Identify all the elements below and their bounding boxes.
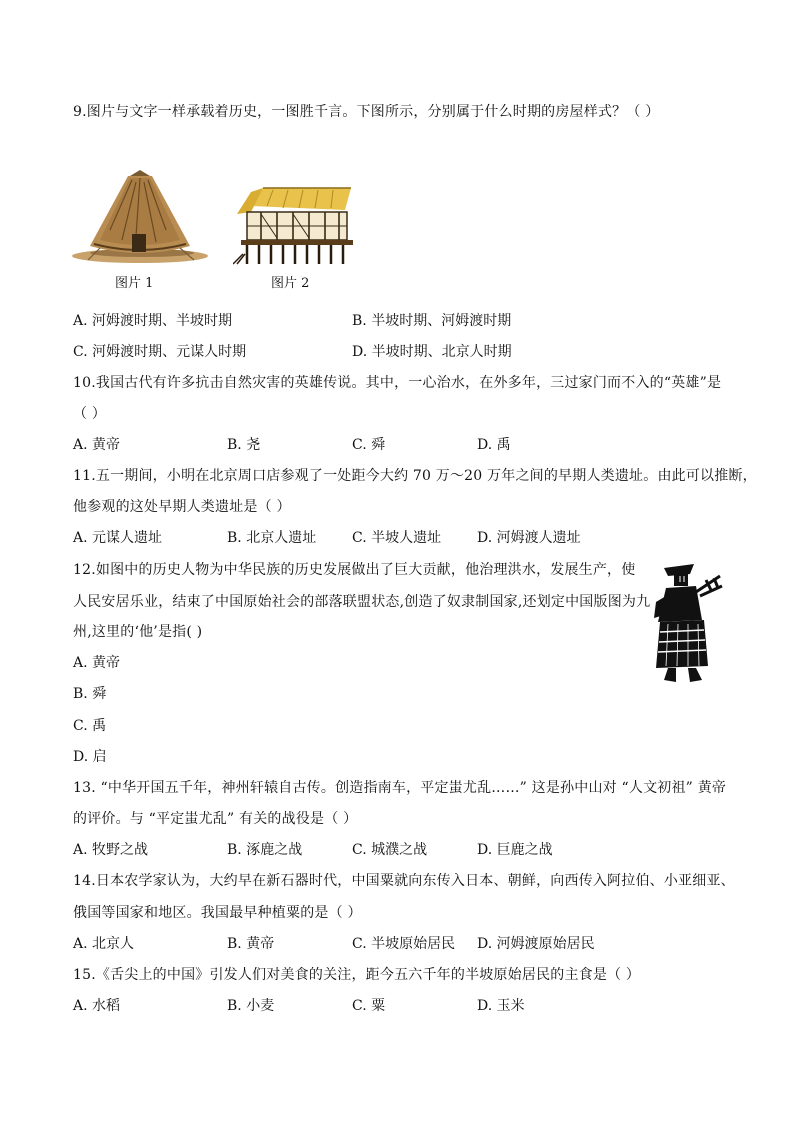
q14-stem-line-2: 俄国等国家和地区。我国最早种植粟的是（ ）	[73, 905, 362, 921]
q9-option-c: C. 河姆渡时期、元谋人时期	[73, 344, 247, 360]
q14-option-c: C. 半坡原始居民	[352, 936, 456, 952]
q9-option-d: D. 半坡时期、北京人时期	[352, 344, 512, 360]
round-thatched-hut-image	[70, 170, 210, 268]
q10-option-d: D. 禹	[477, 437, 511, 453]
q14-option-a: A. 北京人	[73, 936, 135, 952]
q9-option-a: A. 河姆渡时期、半坡时期	[73, 313, 233, 329]
q9-stem: 9.图片与文字一样承载着历史，一图胜千言。下图所示，分别属于什么时期的房屋样式？（ ）	[73, 104, 660, 120]
q10-option-c: C. 舜	[352, 437, 386, 453]
q13-option-b: B. 涿鹿之战	[227, 842, 303, 858]
q15-stem: 15.《舌尖上的中国》引发人们对美食的关注，距今五六千年的半坡原始居民的主食是（ ）	[73, 967, 641, 983]
q13-option-a: A. 牧野之战	[73, 842, 149, 858]
q14-option-b: B. 黄帝	[227, 936, 275, 952]
q12-option-b: B. 舜	[73, 686, 107, 702]
q11-option-b: B. 北京人遗址	[227, 530, 317, 546]
q12-option-a: A. 黄帝	[73, 655, 121, 671]
q12-option-d: D. 启	[73, 749, 107, 765]
q13-option-d: D. 巨鹿之战	[477, 842, 553, 858]
q12-option-c: C. 禹	[73, 718, 107, 734]
yu-the-great-figure	[650, 562, 724, 686]
caption-picture-1: 图片 1	[115, 276, 154, 291]
q12-stem-line-2: 人民安居乐业，结束了中国原始社会的部落联盟状态,创造了奴隶制国家,还划定中国版图为九	[73, 594, 651, 610]
q11-option-d: D. 河姆渡人遗址	[477, 530, 581, 546]
q13-stem-line-1: 13. “中华开国五千年，神州轩辕自古传。创造指南车，平定蚩尤乱……” 这是孙中山对 “人文初祖” 黄帝	[73, 780, 727, 796]
q10-option-b: B. 尧	[227, 437, 261, 453]
q11-option-c: C. 半坡人遗址	[352, 530, 442, 546]
q10-stem-line-1: 10.我国古代有许多抗击自然灾害的英雄传说。其中，一心治水，在外多年，三过家门而不入的“英雄”是	[73, 375, 722, 391]
q10-option-a: A. 黄帝	[73, 437, 121, 453]
q10-stem-line-2: （ ）	[73, 406, 107, 422]
q12-stem-line-3: 州,这里的‘他’是指( )	[73, 624, 203, 640]
q14-option-d: D. 河姆渡原始居民	[477, 936, 595, 952]
stilt-house-image	[233, 184, 357, 266]
q12-stem-line-1: 12.如图中的历史人物为中华民族的历史发展做出了巨大贡献，他治理洪水，发展生产，使	[73, 562, 636, 578]
q14-stem-line-1: 14.日本农学家认为，大约早在新石器时代，中国粟就向东传入日本、朝鲜，向西传入阿拉伯、小亚细亚、	[73, 873, 735, 889]
q11-stem-line-1: 11.五一期间，小明在北京周口店参观了一处距今大约 70 万～20 万年之间的早期人类遗址。由此可以推断，	[73, 468, 757, 484]
q9-option-b: B. 半坡时期、河姆渡时期	[352, 313, 512, 329]
q11-stem-line-2: 他参观的这处早期人类遗址是（ ）	[73, 499, 291, 515]
q15-option-d: D. 玉米	[477, 998, 525, 1014]
q11-option-a: A. 元谋人遗址	[73, 530, 163, 546]
q15-option-c: C. 粟	[352, 998, 386, 1014]
q13-stem-line-2: 的评价。与 “平定蚩尤乱” 有关的战役是（ ）	[73, 811, 358, 827]
q15-option-b: B. 小麦	[227, 998, 275, 1014]
q13-option-c: C. 城濮之战	[352, 842, 428, 858]
q15-option-a: A. 水稻	[73, 998, 121, 1014]
caption-picture-2: 图片 2	[271, 276, 310, 291]
